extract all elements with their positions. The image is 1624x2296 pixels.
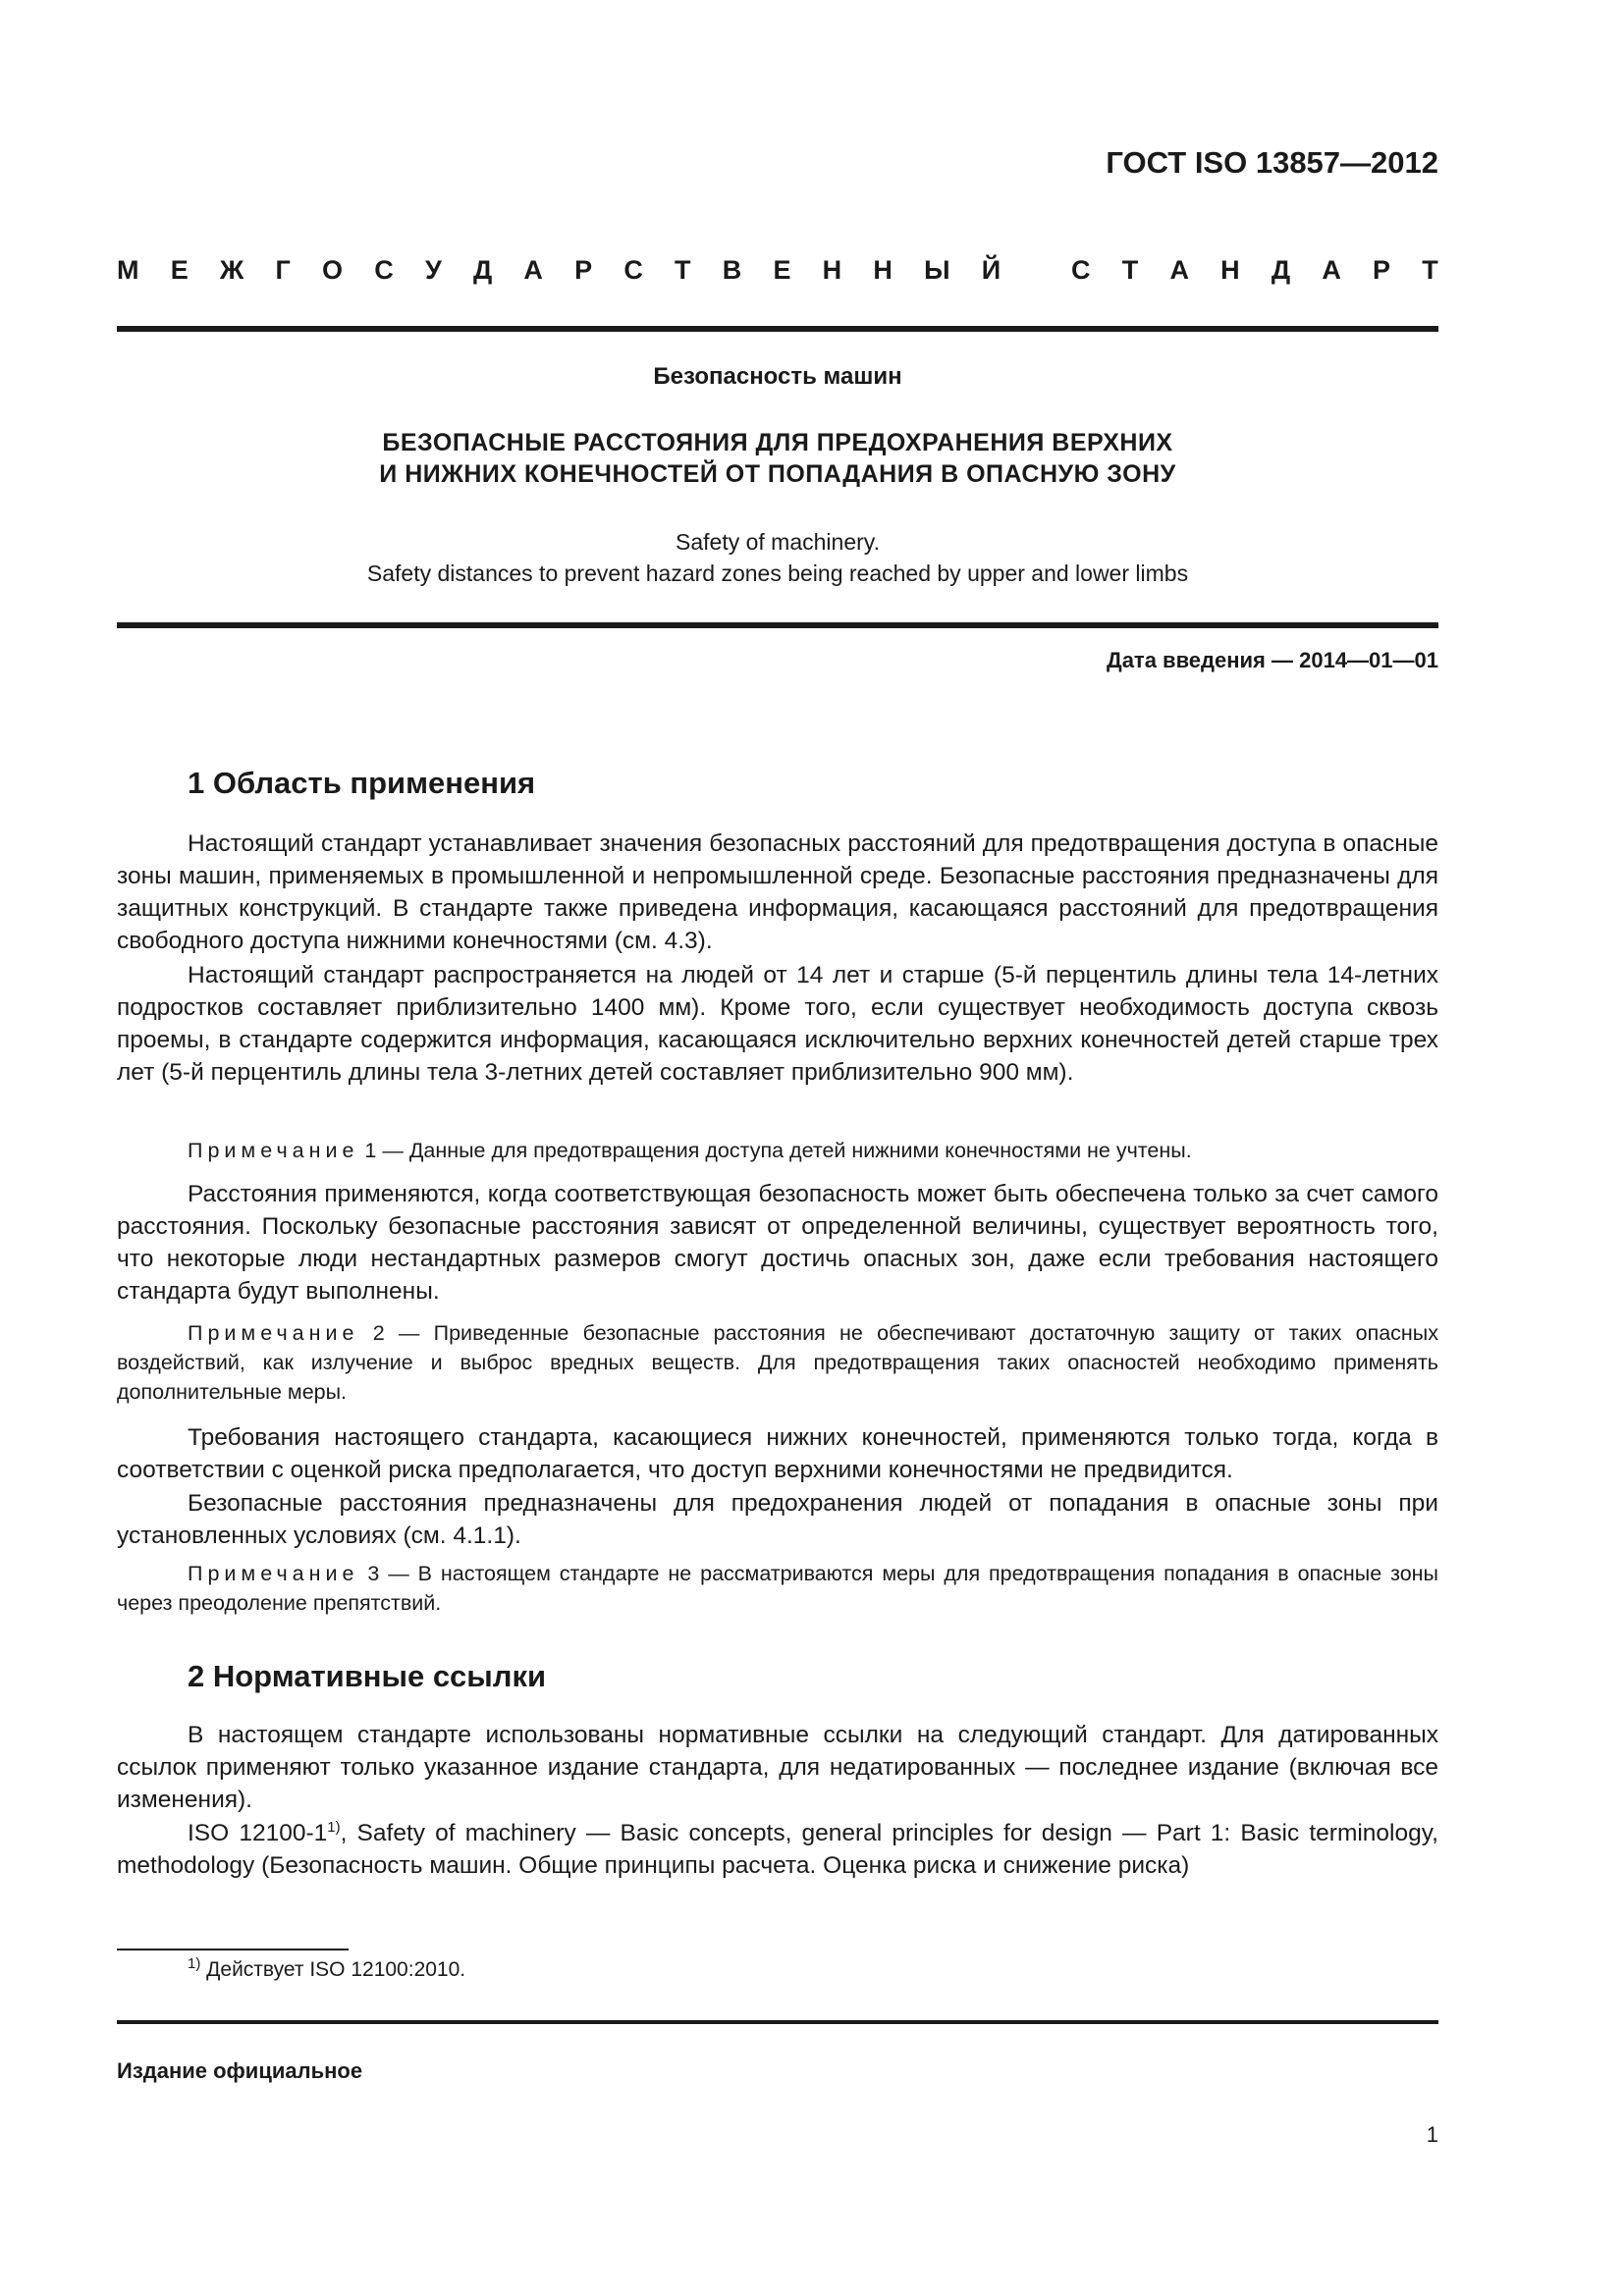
banner-letter: М (117, 255, 139, 285)
banner-letter: А (1322, 255, 1341, 285)
official-edition-label: Издание официальное (117, 2058, 363, 2083)
banner-letter: Н (822, 255, 842, 285)
section-1-paragraph-3: Расстояния применяются, когда соответствующая безопасность может быть обеспечена только за счет самого расстояния. Поскольку безопасные расстояния зависят от определенной величины, существует вероятность того, что некоторые люди нестандартных размеров смогут достичь опасных зон, даже если требования настоящего стандарта будут выполнены. (117, 1181, 1438, 1305)
section-2-heading: 2 Нормативные ссылки (188, 1659, 547, 1693)
note-2: Примечание 2 — Приведенные безопасные расстояния не обеспечивают достаточную защиту от таких опасных воздействий, как излучение и выброс вредных веществ. Для предотвращения таких опасностей необходимо применять дополнительные меры. (117, 1321, 1438, 1404)
standard-code: ГОСТ ISO 13857—2012 (1106, 145, 1438, 180)
document-title (117, 427, 1438, 490)
banner-letter: С (1071, 255, 1091, 285)
title-line-2: И НИЖНИХ КОНЕЧНОСТЕЙ ОТ ПОПАДАНИЯ В ОПАСНУЮ ЗОНУ (379, 460, 1176, 488)
banner-letter: Р (1373, 255, 1391, 285)
banner-gap (1032, 255, 1040, 286)
section-2-paragraph-1: В настоящем стандарте использованы нормативные ссылки на следующий стандарт. Для датированных ссылок применяют только указанное издание стандарта, для недатированных — последнее издание (включая все изменения). (117, 1722, 1438, 1813)
standard-type-banner (117, 255, 1438, 286)
footnote: $^{1)}$ Действует ISO 12100:2010. (188, 1955, 466, 1981)
banner-letter: А (1169, 255, 1189, 285)
introduction-date: Дата введения — 2014—01—01 (1107, 648, 1438, 672)
note-1: Примечание 1 — Данные для предотвращения доступа детей нижними конечностями не учтены. (188, 1139, 1192, 1162)
banner-letter: Д (1271, 255, 1291, 285)
normative-reference: ISO 12100-1$^{1)}$, Safety of machinery — Basic concepts, general principles for design — Part 1: Basic terminology, methodology (Безопасность машин. Общие принципы расчета. Оценка риска и снижение риска) (117, 1818, 1438, 1879)
section-1-paragraph-2: Настоящий стандарт распространяется на людей от 14 лет и старше (5-й перцентиль длины тела 14-летних подростков составляет приблизительно 1400 мм). Кроме того, если существует необходимость доступа сквозь проемы, в стандарте содержится информация, касающаяся исключительно верхних конечностей детей старше трех лет (5-й перцентиль длины тела 3-летних детей составляет приблизительно 900 мм). (117, 962, 1438, 1086)
banner-letter: Т (675, 255, 691, 285)
footnote-separator (117, 1949, 349, 1950)
banner-letter: Н (1220, 255, 1240, 285)
banner-letter: Е (773, 255, 791, 285)
banner-letter: В (722, 255, 742, 285)
subject-line: Безопасность машин (653, 363, 902, 390)
note-3: Примечание 3 — В настоящем стандарте не рассматриваются меры для предотвращения попадания в опасные зоны через преодоление препятствий. (117, 1562, 1438, 1615)
english-title (117, 526, 1438, 589)
banner-letter: А (523, 255, 543, 285)
banner-letter: Н (873, 255, 893, 285)
banner-letter: Р (574, 255, 593, 285)
footnote-marker: 1) (327, 1818, 341, 1836)
banner-letter: Т (1422, 255, 1438, 285)
banner-letter: С (374, 255, 394, 285)
banner-letter: Д (472, 255, 493, 285)
banner-letter: У (424, 255, 442, 285)
banner-letter: С (623, 255, 643, 285)
banner-letter: О (322, 255, 344, 285)
title-line-1: БЕЗОПАСНЫЕ РАССТОЯНИЯ ДЛЯ ПРЕДОХРАНЕНИЯ ВЕРХНИХ (382, 429, 1173, 456)
page-number: 1 (1426, 2122, 1438, 2147)
section-1-paragraph-5: Безопасные расстояния предназначены для предохранения людей от попадания в опасные зоны при установленных условиях (см. 4.1.1). (117, 1490, 1438, 1549)
section-1-paragraph-1: Настоящий стандарт устанавливает значения безопасных расстояний для предотвращения доступа в опасные зоны машин, применяемых в промышленной и непромышленной среде. Безопасные расстояния предназначены для защитных конструкций. В стандарте также приведена информация, касающаяся расстояний для предотвращения свободного доступа нижними конечностями (см. 4.3). (117, 830, 1438, 954)
footer-rule (117, 2020, 1438, 2024)
section-1-heading: 1 Область применения (188, 766, 536, 800)
title-rule (117, 622, 1438, 628)
banner-letter: Е (170, 255, 189, 285)
banner-letter: Т (1121, 255, 1139, 285)
banner-letter: Ы (924, 255, 950, 285)
header-rule (117, 326, 1438, 332)
english-title-line-2: Safety distances to prevent hazard zones being reached by upper and lower limbs (366, 561, 1189, 586)
banner-letter: Ж (219, 255, 244, 285)
english-title-line-1: Safety of machinery. (676, 529, 880, 555)
banner-letter: Г (275, 255, 291, 285)
banner-letter: Й (981, 255, 1001, 285)
section-1-paragraph-4: Требования настоящего стандарта, касающиеся нижних конечностей, применяются только тогда, когда в соответствии с оценкой риска предполагается, что доступ верхними конечностями не предвидится. (117, 1424, 1438, 1483)
